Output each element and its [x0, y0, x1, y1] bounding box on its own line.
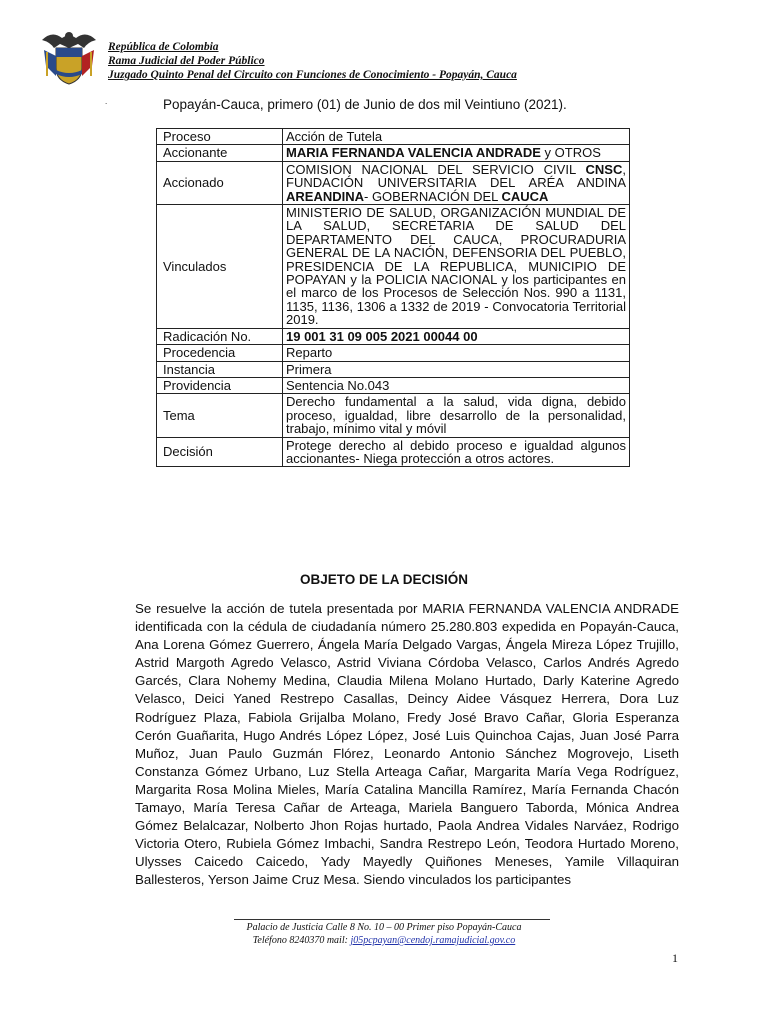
table-row: [157, 377, 630, 393]
radicacion-value: 19 001 31 09 005 2021 00044 00: [283, 328, 630, 344]
case-info-table: [156, 128, 630, 467]
header-mark: .: [105, 97, 108, 106]
footer-divider: [234, 919, 550, 920]
section-title: OBJETO DE LA DECISIÓN: [299, 572, 469, 587]
letterhead: [38, 26, 698, 96]
footer-phone: Teléfono 8240370 mail:: [252, 935, 351, 946]
table-row: [157, 145, 630, 161]
footer-address: Palacio de Justicia Calle 8 No. 10 – 00 Primer piso Popayán-Cauca: [246, 922, 522, 933]
table-row: [157, 129, 630, 145]
table-row: [157, 437, 630, 467]
table-row: [157, 345, 630, 361]
tema-value: Derecho fundamental a la salud, vida digna, debido proceso, igualdad, libre desarrollo de la personalidad, trabajo, mínimo vital y móvil: [283, 394, 630, 437]
accionado-part-2: , FUNDACIÓN UNIVERSITARIA DEL ARÉA ANDINA: [286, 161, 626, 191]
colombia-coat-of-arms-icon: [38, 26, 100, 88]
email-link[interactable]: j05pcpayan@cendoj.ramajudicial.gov.co: [350, 935, 516, 946]
providencia-value: Sentencia No.043: [283, 377, 630, 393]
header-branch: Rama Judicial del Poder Público: [108, 55, 265, 67]
footer: [0, 921, 768, 947]
document-date: Popayán-Cauca, primero (01) de Junio de dos mil Veintiuno (2021).: [163, 97, 567, 112]
accionado-label: Accionado: [157, 161, 283, 204]
header-country: República de Colombia: [108, 41, 219, 53]
decision-value: Protege derecho al debido proceso e igualdad algunos accionantes- Niega protección a otros actores.: [283, 437, 630, 467]
vinculados-value: MINISTERIO DE SALUD, ORGANIZACIÓN MUNDIAL DE LA SALUD, SECRETARIA DE SALUD DEL DEPARTAMENTO DEL CAUCA, PROCURADURIA GENERAL DE LA NACIÓN, DEFENSORIA DEL PUEBLO, PRESIDENCIA DE LA REPUBLICA, MUNICIPIO DE POPAYAN y la POLICIA NACIONAL y los participantes en el marco de los Procesos de Selección Nos. 990 a 1131, 1135, 1136, 1306 a 1332 de 2019 - Convocatoria Territorial 2019.: [283, 205, 630, 329]
accionado-bold-2: AREANDINA: [286, 188, 364, 204]
instancia-label: Instancia: [157, 361, 283, 377]
accionado-value: [283, 161, 630, 204]
proceso-label: Proceso: [157, 129, 283, 145]
accionante-value: [283, 145, 630, 161]
table-row: [157, 394, 630, 437]
accionado-bold-1: CNSC: [585, 161, 623, 177]
radicacion-label: Radicación No.: [157, 328, 283, 344]
accionante-label: Accionante: [157, 145, 283, 161]
procedencia-value: Reparto: [283, 345, 630, 361]
accionado-part-1: COMISION NACIONAL DEL SERVICIO CIVIL: [286, 161, 586, 177]
accionante-rest: y OTROS: [540, 145, 601, 161]
accionado-part-3: - GOBERNACIÓN DEL: [364, 188, 502, 204]
accionado-bold-3: CAUCA: [501, 188, 549, 204]
table-row: [157, 328, 630, 344]
table-row: [157, 161, 630, 204]
decision-label: Decisión: [157, 437, 283, 467]
page-number: 1: [672, 951, 678, 965]
table-row: [157, 205, 630, 329]
footer-contact: [0, 934, 768, 947]
procedencia-label: Procedencia: [157, 345, 283, 361]
table-row: [157, 361, 630, 377]
body-paragraph: Se resuelve la acción de tutela presentada por MARIA FERNANDA VALENCIA ANDRADE identificada con la cédula de ciudadanía número 25.280.803 expedida en Popayán-Cauca, Ana Lorena Gómez Guerrero, Ángela María Delgado Vargas, Ángela Mireza López Trujillo, Astrid Margoth Agredo Velasco, Astrid Viviana Córdoba Velasco, Carlos Andrés Agredo Garcés, Clara Nohemy Medina, Claudia Milena Molano Hurtado, Darly Katerine Agredo Velasco, Deici Yaned Restrepo Casallas, Deincy Aidee Vásquez Herrera, Dora Luz Rodríguez Plaza, Fabiola Grijalba Molano, Fredy José Bravo Cañar, Gloria Esperanza Cerón Guañarita, Hugo Andrés López López, José Luis Quinchoa Cajas, Juan José Parra Muñoz, Juan Paulo Guzmán Flórez, Leonardo Antonio Sánchez Mogrovejo, Liseth Constanza Gómez Urbano, Luz Stella Arteaga Cañar, Margarita María Vega Rodríguez, Margarita Rosa Molina Mieles, María Catalina Mancilla Ramírez, María Fernanda Chacón Tamayo, María Teresa Cañar de Arteaga, Mariela Banguero Taborda, Mónica Andrea Gómez Belalcazar, Nolberto Jhon Rojas hurtado, Paola Andrea Vidales Narváez, Rodrigo Victoria Otero, Rubiela Gómez Imbachi, Sandra Restrepo León, Teodora Hurtado Moreno, Ulysses Caicedo Caicedo, Yady Mayedly Quiñones Meneses, Yamile Villaquiran Ballesteros, Yerson Jaime Cruz Mesa. Siendo vinculados los participantes: [135, 601, 679, 888]
accionante-name: MARIA FERNANDA VALENCIA ANDRADE: [286, 145, 541, 161]
tema-label: Tema: [157, 394, 283, 437]
vinculados-label: Vinculados: [157, 205, 283, 329]
header-court: Juzgado Quinto Penal del Circuito con Funciones de Conocimiento - Popayán, Cauca: [108, 69, 517, 81]
proceso-value: Acción de Tutela: [283, 129, 630, 145]
instancia-value: Primera: [283, 361, 630, 377]
providencia-label: Providencia: [157, 377, 283, 393]
